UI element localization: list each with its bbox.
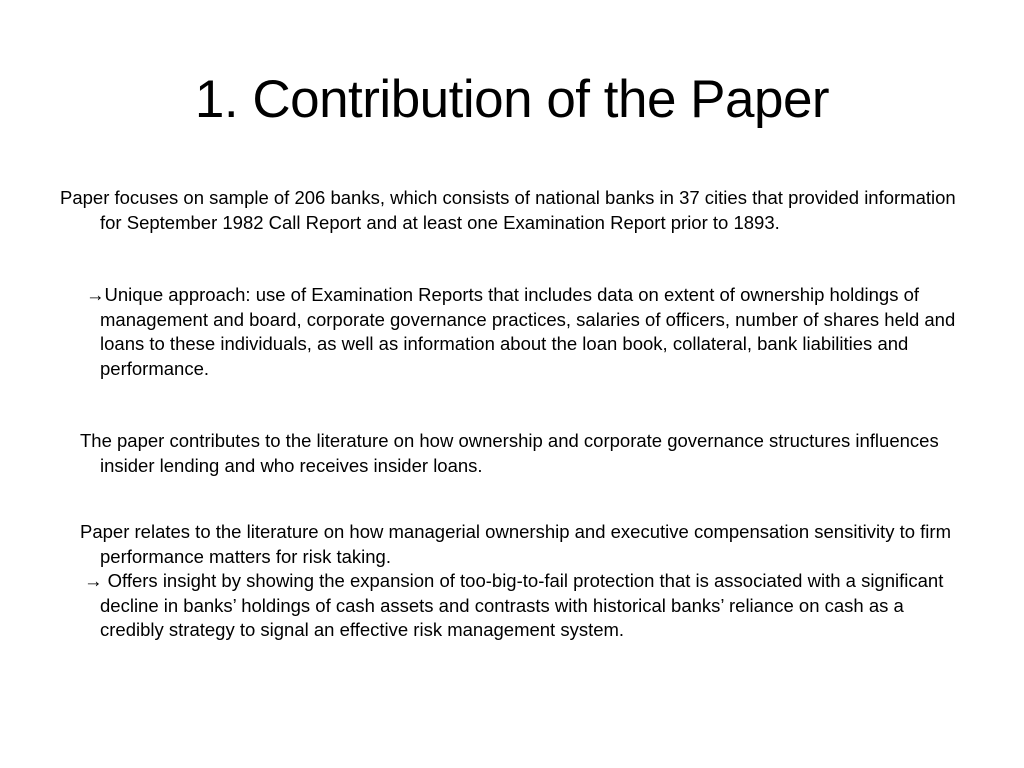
- arrow-icon: →: [84, 570, 103, 591]
- paragraph-literature-insider-lending: [60, 429, 965, 478]
- paragraph-unique-approach: [60, 283, 965, 381]
- paragraph-literature-risk-taking: [60, 520, 965, 569]
- paragraph-text: Paper focuses on sample of 206 banks, which consists of national banks in 37 cities that provided information for September 1982 Call Report and at least one Examination Report prior to 1893.: [60, 187, 956, 233]
- paragraph-offers-insight: [60, 569, 965, 643]
- paragraph-text: Paper relates to the literature on how managerial ownership and executive compensation sensitivity to firm performance matters for risk taking.: [80, 521, 951, 567]
- slide-title: 1. Contribution of the Paper: [194, 70, 830, 129]
- paragraph-text: Offers insight by showing the expansion of too-big-to-fail protection that is associated with a significant decline in banks’ holdings of cash assets and contrasts with historical banks’ reliance on cash as a credibly strategy to signal an effective risk management system.: [100, 570, 944, 640]
- paragraph-text: Unique approach: use of Examination Reports that includes data on extent of ownership holdings of management and board, corporate governance practices, salaries of officers, number of shares held and loans to these individuals, as well as information about the loan book, collateral, bank liabilities and performance.: [100, 284, 956, 379]
- paragraph-sample-description: [60, 186, 965, 235]
- slide-body: [60, 186, 965, 643]
- paragraph-text: The paper contributes to the literature on how ownership and corporate governance structures influences insider lending and who receives insider loans.: [80, 430, 939, 476]
- arrow-icon: →: [86, 284, 105, 305]
